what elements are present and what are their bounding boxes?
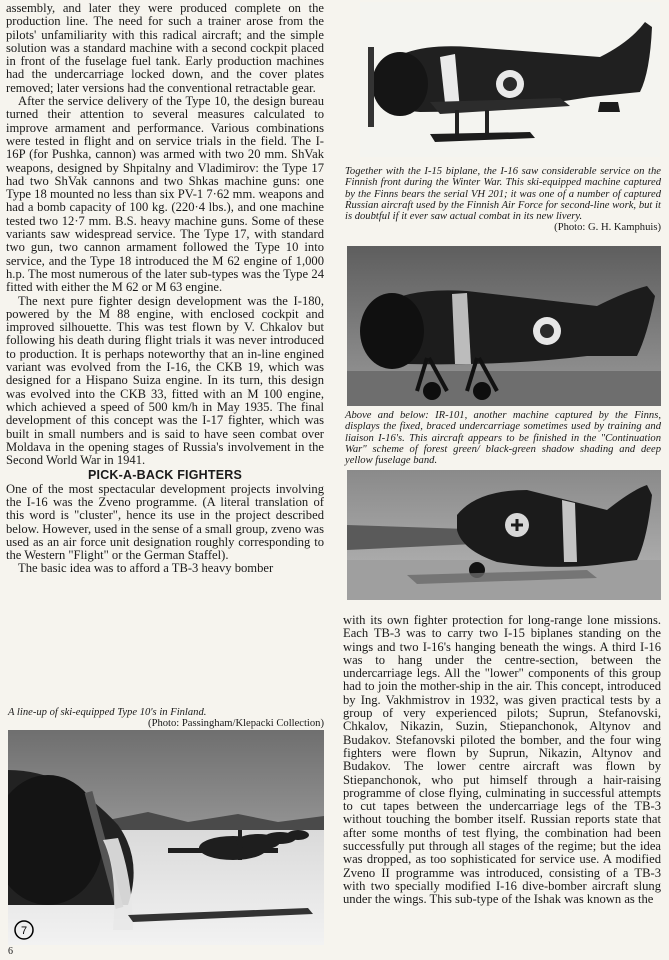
aircraft-illustration: [360, 2, 660, 157]
aircraft-illustration: [347, 246, 661, 406]
caption-text: Together with the I-15 biplane, the I-16 saw considerable service on the Finnish front during the Winter War. This ski-equipped machine captured by the Finns bears the serial VH 201; it was one of a number of captured Russian aircraft used by the Finnish Air Force for second-line work, but it is doubtful if it ever saw actual combat in its new livery.: [345, 166, 661, 223]
paragraph: One of the most spectacular development projects involving the I-16 was the Zveno programme. (A literal translation of this word is "cluster", hence its use in the project described below. However, used in the sense of a small group, zveno was used as an air force unit designation roughly corresponding to the Western "Flight" or the German Staffel).: [6, 481, 324, 563]
middle-right-caption: [345, 410, 661, 466]
page-number: 6: [8, 946, 13, 957]
photo-credit: (Photo: Passingham/Klepacki Collection): [148, 718, 324, 730]
paragraph: assembly, and later they were produced complete on the production line. The need for such a trainer arose from the pilots' unfamiliarity with this radical aircraft; and the simple solution was a standard machine with a second cockpit placed in front of the fuselage fuel tank. Early production machines had the undercarriage locked down, and the cover plates removed; later versions had the conventional retractable gear.: [6, 1, 324, 95]
right-column: [343, 614, 661, 907]
paragraph: with its own fighter protection for long-range lone missions. Each TB-3 was to carry two I-15 biplanes standing on the wings and two I-16's hanging beneath the wings. A third I-16 was to hang under the centre-section, between the undercarriage legs. All the "lower" components of this group had to join the mother-ship in the air. This concept, introduced by Ing. Vakhmistrov in 1932, was given practical tests by a group of very experienced pilots; Suprun, Stefanovski, Chkalov, Nikazin, Suzin, Stiepanchonok, Altynov and Budakov. Stefanovski piloted the bomber, and the four wing fighters were flown by Suprun, Nikazin, Altynov and Budakov. The lower centre aircraft was flown by Stiepanchonok, who put himself through a hair-raising programme of close flying, culminating in successful attempts to cut tapes between the undercarriage legs of the TB-3 without touching the bomber itself. Russian reports state that after some months of test flying, the combination had been successfully put through all stages of the regime; but the idea was dropped, as too sophisticated for service use. A modified Zveno II programme was introduced, consisting of a TB-3 with two specially modified I-16 dive-bomber aircraft slung under the wings. This sub-type of the Ishak was known as the: [343, 613, 661, 907]
lineup-illustration: [8, 730, 324, 945]
finnish-i16-ski-photo: [360, 2, 660, 157]
photo-number-badge: 7: [20, 925, 28, 937]
left-column: [6, 2, 324, 576]
aircraft-illustration: [347, 470, 661, 600]
photo-credit: (Photo: G. H. Kamphuis): [554, 222, 661, 234]
paragraph: The basic idea was to afford a TB-3 heavy bomber: [18, 561, 274, 576]
section-heading: PICK-A-BACK FIGHTERS: [88, 468, 242, 483]
lineup-photo: [8, 730, 324, 945]
caption-text: A line-up of ski-equipped Type 10's in Finland.: [8, 707, 207, 718]
top-right-caption: [345, 166, 661, 234]
caption-text: Above and below: IR-101, another machine captured by the Finns, displays the fixed, braced undercarriage sometimes used by training and liaison I-16's. This aircraft appears to be finished in the "Continuation War" scheme of forest green/ black-green shadow shading and deep yellow fuselage band.: [345, 410, 661, 467]
ir101-photo-side: [347, 246, 661, 406]
paragraph: The next pure fighter design development was the I-180, powered by the M 88 engine, with enclosed cockpit and improved silhouette. This was test flown by V. Chkalov but following his death during flight trials it was never introduced to production. It is perhaps noteworthy that an in-line engined variant was evolved from the I-16, the CKB 19, which was designed for a Hispano Suiza engine. In its turn, this design was evolved into the CKB 33, fitted with an M 100 engine, which achieved a speed of 500 km/h in May 1935. The final development of this concept was the I-17 fighter, which was built in small numbers and is said to have seen combat over Moldava in the opening stages of Russia's involvement in the Second World War in 1941.: [6, 293, 324, 468]
ir101-photo-rear: [347, 470, 661, 600]
paragraph: After the service delivery of the Type 10, the design bureau turned their attention to several measures calculated to improve armament and performance. Various combinations were tested in flight and on service trials in the field. The I-16P (for Pushka, cannon) was armed with two 20 mm. ShVak weapons, designed by Shpitalny and Vladimirov: the Type 17 had two ShVak cannons and two Shkas machine guns: one Type 18 mounted no less than six PV-1 7·62 mm. weapons and had a bomb capacity of 100 kg. (220·4 lbs.), and one machine tested two 12·7 mm. B.S. heavy machine guns. Some of these variants saw widespread service. The Type 17, with standard two gun, two cannon armament followed the Type 10 into service, and the Type 18 introduced the M 62 engine of 1,000 h.p. The most numerous of the later sub-types was the Type 24 fitted with either the M 62 or M 63 engine.: [6, 94, 324, 295]
left-photo-caption: [8, 707, 324, 730]
